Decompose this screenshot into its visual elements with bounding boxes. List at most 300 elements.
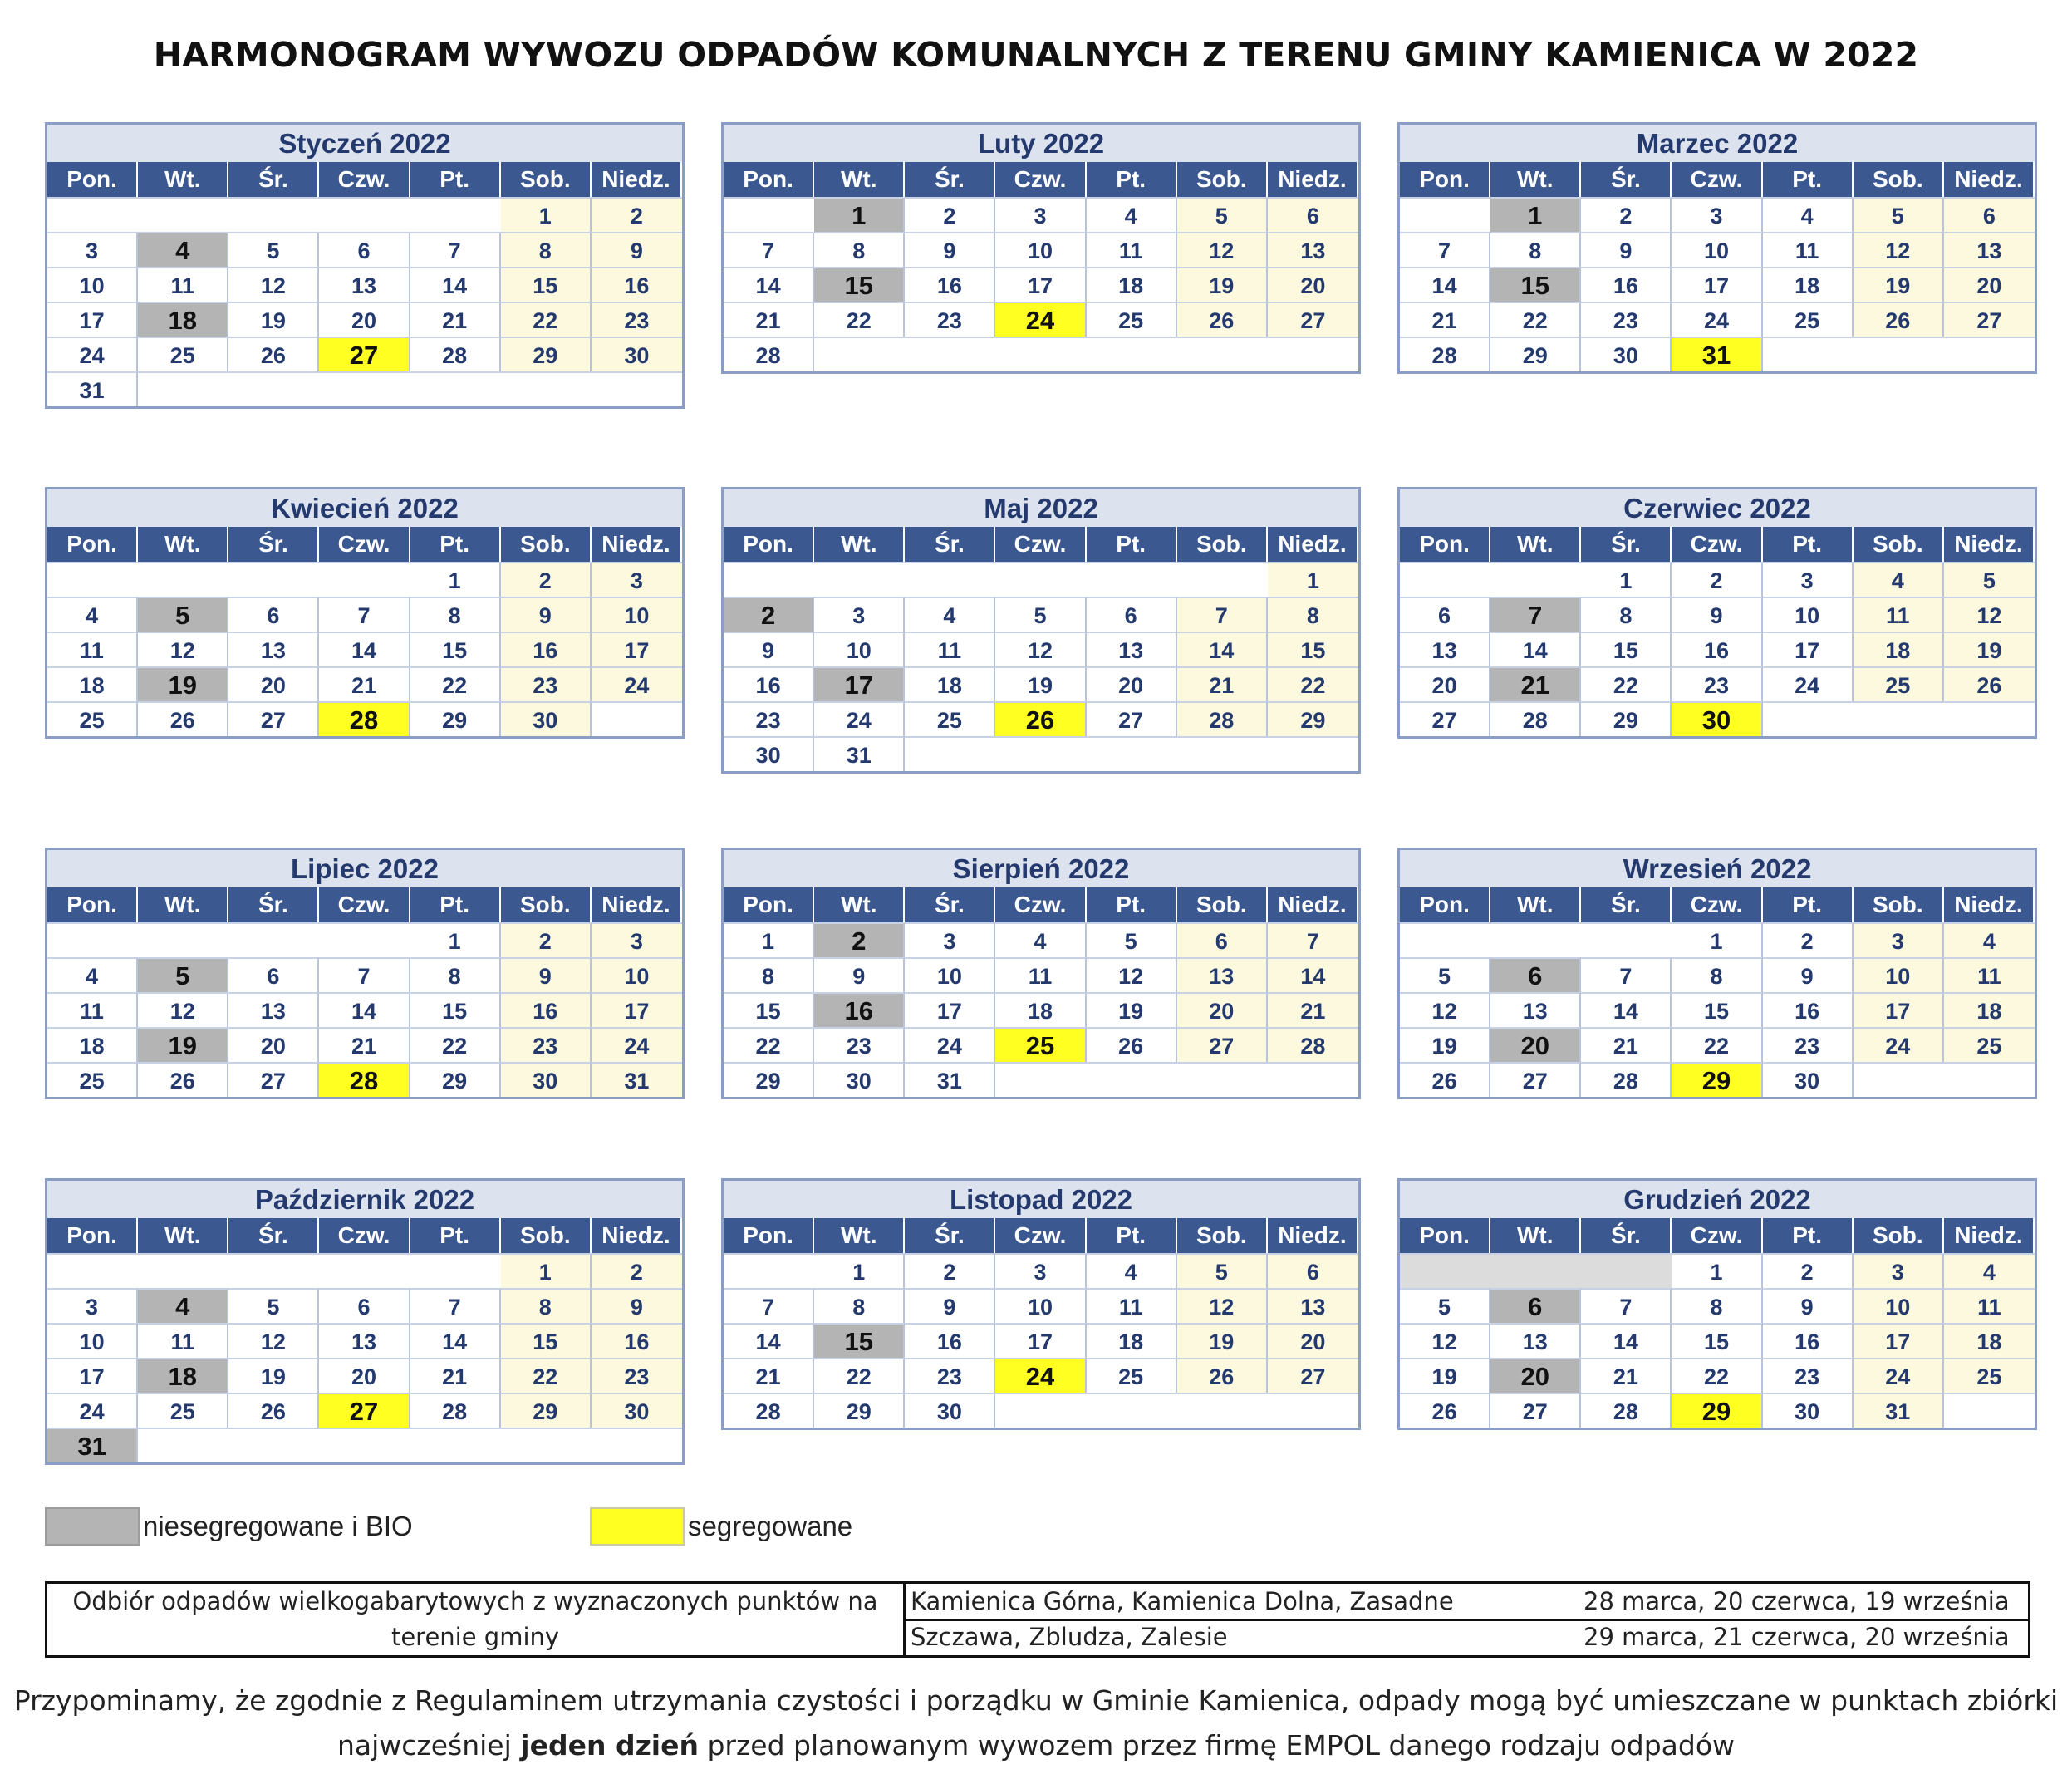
day-cell: 22 bbox=[501, 302, 592, 337]
day-cell: 5 bbox=[228, 1288, 319, 1323]
day-cell: 23 bbox=[724, 701, 814, 736]
legend-swatch-non-segregated bbox=[45, 1507, 140, 1546]
day-cell: 28 bbox=[1268, 1027, 1358, 1062]
day-cell: 27 bbox=[1400, 701, 1490, 736]
month-calendar bbox=[45, 487, 685, 739]
weekday-header: Sob. bbox=[501, 162, 592, 197]
weekday-header: Pon. bbox=[724, 1218, 814, 1253]
day-cell: 7 bbox=[410, 232, 501, 267]
weekday-header: Wt. bbox=[1490, 527, 1581, 562]
day-cell: 30 bbox=[1763, 1062, 1854, 1097]
weekday-header: Pon. bbox=[724, 527, 814, 562]
day-cell: 9 bbox=[1581, 232, 1672, 267]
day-cell: 3 bbox=[814, 597, 905, 632]
day-cell: 8 bbox=[814, 232, 905, 267]
day-cell: 17 bbox=[1854, 1323, 1944, 1358]
day-cell-segregated-pickup: 31 bbox=[1672, 337, 1762, 371]
day-cell: 14 bbox=[410, 267, 501, 302]
day-cell: 3 bbox=[1854, 1253, 1944, 1288]
day-cell: 26 bbox=[1177, 1358, 1268, 1393]
day-cell: 18 bbox=[1944, 1323, 2035, 1358]
weekday-header: Wt. bbox=[138, 887, 228, 922]
month-calendar bbox=[1397, 848, 2037, 1099]
day-cell: 10 bbox=[995, 232, 1086, 267]
day-cell: 3 bbox=[1672, 197, 1762, 232]
day-cell: 6 bbox=[319, 232, 410, 267]
page-title: HARMONOGRAM WYWOZU ODPADÓW KOMUNALNYCH Z TERENU GMINY KAMIENICA W 2022 bbox=[153, 35, 1919, 75]
day-cell: 16 bbox=[501, 632, 592, 666]
day-cell: 3 bbox=[47, 1288, 138, 1323]
day-cell: 20 bbox=[1268, 1323, 1358, 1358]
day-cell: 28 bbox=[724, 337, 814, 371]
day-cell: 12 bbox=[1944, 597, 2035, 632]
weekday-header: Sob. bbox=[1177, 162, 1268, 197]
day-cell: 2 bbox=[1763, 1253, 1854, 1288]
weekday-header: Śr. bbox=[1581, 162, 1672, 197]
day-cell: 30 bbox=[724, 736, 814, 771]
month-title: Styczeń 2022 bbox=[47, 125, 682, 162]
day-cell-segregated-pickup: 27 bbox=[319, 337, 410, 371]
day-cell: 30 bbox=[592, 337, 682, 371]
legend-swatch-segregated bbox=[590, 1507, 685, 1546]
day-cell: 8 bbox=[1490, 232, 1581, 267]
day-cell: 13 bbox=[1490, 1323, 1581, 1358]
day-cell: 8 bbox=[1581, 597, 1672, 632]
month-days-grid bbox=[724, 1218, 1358, 1428]
day-cell: 18 bbox=[1854, 632, 1944, 666]
day-cell: 28 bbox=[1581, 1393, 1672, 1428]
day-cell: 2 bbox=[1763, 922, 1854, 957]
day-cell: 17 bbox=[1854, 992, 1944, 1027]
day-cell: 31 bbox=[905, 1062, 995, 1097]
day-cell: 9 bbox=[592, 232, 682, 267]
day-cell: 8 bbox=[501, 232, 592, 267]
weekday-header: Pt. bbox=[1763, 527, 1854, 562]
day-cell-non-segregated-pickup: 31 bbox=[47, 1428, 138, 1462]
day-cell: 6 bbox=[1400, 597, 1490, 632]
day-cell-non-segregated-pickup: 4 bbox=[138, 1288, 228, 1323]
day-cell: 22 bbox=[410, 666, 501, 701]
weekday-header: Czw. bbox=[995, 162, 1086, 197]
day-cell-segregated-pickup: 28 bbox=[319, 701, 410, 736]
day-cell: 15 bbox=[410, 992, 501, 1027]
empty-cell bbox=[1763, 701, 2035, 736]
day-cell: 18 bbox=[1087, 267, 1177, 302]
day-cell: 2 bbox=[1672, 562, 1762, 597]
day-cell: 2 bbox=[592, 197, 682, 232]
weekday-header: Pon. bbox=[724, 162, 814, 197]
weekday-header: Wt. bbox=[1490, 887, 1581, 922]
weekday-header: Sob. bbox=[1177, 887, 1268, 922]
day-cell: 12 bbox=[1087, 957, 1177, 992]
weekday-header: Wt. bbox=[1490, 1218, 1581, 1253]
weekday-header: Czw. bbox=[1672, 1218, 1762, 1253]
day-cell: 9 bbox=[592, 1288, 682, 1323]
day-cell: 1 bbox=[410, 922, 501, 957]
day-cell: 13 bbox=[1177, 957, 1268, 992]
day-cell: 4 bbox=[1854, 562, 1944, 597]
day-cell: 17 bbox=[47, 1358, 138, 1393]
day-cell: 22 bbox=[501, 1358, 592, 1393]
empty-cell bbox=[138, 1428, 682, 1462]
day-cell: 21 bbox=[319, 666, 410, 701]
day-cell: 21 bbox=[1581, 1027, 1672, 1062]
day-cell: 19 bbox=[1400, 1027, 1490, 1062]
day-cell-segregated-pickup: 24 bbox=[995, 302, 1086, 337]
day-cell: 11 bbox=[1087, 1288, 1177, 1323]
day-cell: 2 bbox=[592, 1253, 682, 1288]
day-cell-segregated-pickup: 29 bbox=[1672, 1062, 1762, 1097]
day-cell: 11 bbox=[1944, 1288, 2035, 1323]
month-title: Maj 2022 bbox=[724, 489, 1358, 527]
weekday-header: Pt. bbox=[1763, 887, 1854, 922]
day-cell: 19 bbox=[1944, 632, 2035, 666]
day-cell: 27 bbox=[1268, 302, 1358, 337]
empty-cell bbox=[47, 922, 410, 957]
day-cell-segregated-pickup: 29 bbox=[1672, 1393, 1762, 1428]
day-cell: 22 bbox=[1581, 666, 1672, 701]
month-calendar bbox=[721, 487, 1361, 774]
empty-cell bbox=[724, 562, 1268, 597]
weekday-header: Pon. bbox=[1400, 1218, 1490, 1253]
month-title: Sierpień 2022 bbox=[724, 850, 1358, 887]
day-cell: 28 bbox=[724, 1393, 814, 1428]
day-cell: 6 bbox=[1268, 197, 1358, 232]
day-cell-non-segregated-pickup: 7 bbox=[1490, 597, 1581, 632]
day-cell-non-segregated-pickup: 15 bbox=[1490, 267, 1581, 302]
weekday-header: Pon. bbox=[47, 1218, 138, 1253]
month-title: Listopad 2022 bbox=[724, 1181, 1358, 1218]
day-cell: 26 bbox=[1177, 302, 1268, 337]
day-cell: 12 bbox=[995, 632, 1086, 666]
day-cell: 19 bbox=[1854, 267, 1944, 302]
day-cell: 18 bbox=[995, 992, 1086, 1027]
day-cell: 22 bbox=[1672, 1027, 1762, 1062]
empty-cell bbox=[138, 371, 682, 406]
weekday-header: Sob. bbox=[1854, 527, 1944, 562]
month-title: Lipiec 2022 bbox=[47, 850, 682, 887]
day-cell: 27 bbox=[1268, 1358, 1358, 1393]
day-cell: 5 bbox=[1087, 922, 1177, 957]
day-cell: 10 bbox=[995, 1288, 1086, 1323]
day-cell: 5 bbox=[228, 232, 319, 267]
weekday-header: Sob. bbox=[1854, 887, 1944, 922]
day-cell: 24 bbox=[1672, 302, 1762, 337]
weekday-header: Śr. bbox=[228, 1218, 319, 1253]
weekday-header: Wt. bbox=[814, 887, 905, 922]
weekday-header: Niedz. bbox=[1944, 162, 2035, 197]
month-calendar bbox=[45, 848, 685, 1099]
day-cell-non-segregated-pickup: 2 bbox=[814, 922, 905, 957]
day-cell: 28 bbox=[1490, 701, 1581, 736]
day-cell: 4 bbox=[1944, 1253, 2035, 1288]
day-cell: 13 bbox=[319, 1323, 410, 1358]
day-cell: 27 bbox=[228, 1062, 319, 1097]
day-cell: 27 bbox=[1490, 1393, 1581, 1428]
weekday-header: Czw. bbox=[995, 527, 1086, 562]
day-cell: 25 bbox=[1087, 1358, 1177, 1393]
day-cell: 22 bbox=[814, 302, 905, 337]
weekday-header: Czw. bbox=[995, 1218, 1086, 1253]
day-cell: 17 bbox=[1672, 267, 1762, 302]
day-cell: 20 bbox=[319, 302, 410, 337]
weekday-header: Niedz. bbox=[1268, 527, 1358, 562]
empty-cell bbox=[995, 1393, 1358, 1428]
weekday-header: Pt. bbox=[410, 1218, 501, 1253]
day-cell: 26 bbox=[1087, 1027, 1177, 1062]
day-cell: 26 bbox=[1854, 302, 1944, 337]
day-cell: 6 bbox=[1268, 1253, 1358, 1288]
day-cell-non-segregated-pickup: 19 bbox=[138, 1027, 228, 1062]
day-cell: 13 bbox=[1400, 632, 1490, 666]
day-cell: 17 bbox=[592, 992, 682, 1027]
day-cell: 21 bbox=[410, 302, 501, 337]
day-cell: 23 bbox=[592, 302, 682, 337]
weekday-header: Czw. bbox=[1672, 527, 1762, 562]
day-cell: 24 bbox=[814, 701, 905, 736]
day-cell: 4 bbox=[1763, 197, 1854, 232]
day-cell: 9 bbox=[724, 632, 814, 666]
month-calendar bbox=[1397, 487, 2037, 739]
day-cell: 23 bbox=[905, 1358, 995, 1393]
bulky-waste-places: Szczawa, Zbludza, Zalesie bbox=[911, 1623, 1228, 1651]
day-cell: 21 bbox=[724, 1358, 814, 1393]
day-cell: 2 bbox=[501, 922, 592, 957]
weekday-header: Wt. bbox=[814, 1218, 905, 1253]
weekday-header: Niedz. bbox=[1944, 527, 2035, 562]
day-cell: 21 bbox=[724, 302, 814, 337]
weekday-header: Sob. bbox=[501, 887, 592, 922]
day-cell: 22 bbox=[1490, 302, 1581, 337]
weekday-header: Pon. bbox=[47, 887, 138, 922]
day-cell: 9 bbox=[501, 957, 592, 992]
day-cell: 29 bbox=[1490, 337, 1581, 371]
day-cell: 5 bbox=[1400, 957, 1490, 992]
day-cell-non-segregated-pickup: 17 bbox=[814, 666, 905, 701]
day-cell: 5 bbox=[1400, 1288, 1490, 1323]
day-cell: 20 bbox=[1400, 666, 1490, 701]
day-cell: 26 bbox=[1400, 1393, 1490, 1428]
day-cell: 9 bbox=[501, 597, 592, 632]
reminder-text-start: Przypominamy, że zgodnie z Regulaminem utrzymania czystości i porządku w Gminie Kamienica, odpady mogą być umieszczane w punktach zbiórki najwcześniej bbox=[13, 1684, 2059, 1762]
weekday-header: Śr. bbox=[905, 1218, 995, 1253]
weekday-header: Czw. bbox=[319, 162, 410, 197]
day-cell: 12 bbox=[1177, 232, 1268, 267]
day-cell-non-segregated-pickup: 6 bbox=[1490, 1288, 1581, 1323]
day-cell: 10 bbox=[47, 267, 138, 302]
day-cell: 11 bbox=[138, 267, 228, 302]
weekday-header: Pt. bbox=[1087, 527, 1177, 562]
day-cell: 1 bbox=[814, 1253, 905, 1288]
weekday-header: Wt. bbox=[138, 527, 228, 562]
month-days-grid bbox=[47, 527, 682, 736]
day-cell: 1 bbox=[410, 562, 501, 597]
weekday-header: Niedz. bbox=[592, 527, 682, 562]
day-cell: 26 bbox=[138, 1062, 228, 1097]
day-cell: 13 bbox=[1490, 992, 1581, 1027]
day-cell-non-segregated-pickup: 18 bbox=[138, 302, 228, 337]
day-cell: 10 bbox=[47, 1323, 138, 1358]
day-cell: 12 bbox=[1177, 1288, 1268, 1323]
weekday-header: Niedz. bbox=[1944, 887, 2035, 922]
day-cell: 16 bbox=[1581, 267, 1672, 302]
day-cell: 12 bbox=[1400, 992, 1490, 1027]
day-cell: 15 bbox=[1672, 1323, 1762, 1358]
day-cell: 14 bbox=[1490, 632, 1581, 666]
day-cell: 17 bbox=[592, 632, 682, 666]
day-cell: 7 bbox=[1581, 957, 1672, 992]
day-cell: 2 bbox=[905, 197, 995, 232]
day-cell: 27 bbox=[228, 701, 319, 736]
day-cell: 2 bbox=[905, 1253, 995, 1288]
day-cell: 30 bbox=[592, 1393, 682, 1428]
day-cell: 4 bbox=[1087, 197, 1177, 232]
day-cell: 11 bbox=[1944, 957, 2035, 992]
day-cell: 29 bbox=[724, 1062, 814, 1097]
day-cell: 25 bbox=[1854, 666, 1944, 701]
day-cell: 14 bbox=[319, 632, 410, 666]
day-cell-non-segregated-pickup: 16 bbox=[814, 992, 905, 1027]
day-cell-non-segregated-pickup: 20 bbox=[1490, 1027, 1581, 1062]
empty-cell bbox=[1763, 337, 2035, 371]
day-cell: 17 bbox=[995, 267, 1086, 302]
day-cell: 5 bbox=[1177, 1253, 1268, 1288]
day-cell: 21 bbox=[319, 1027, 410, 1062]
day-cell: 3 bbox=[592, 922, 682, 957]
day-cell: 31 bbox=[592, 1062, 682, 1097]
weekday-header: Pon. bbox=[1400, 527, 1490, 562]
day-cell: 1 bbox=[1268, 562, 1358, 597]
day-cell: 2 bbox=[1581, 197, 1672, 232]
day-cell: 22 bbox=[410, 1027, 501, 1062]
day-cell: 19 bbox=[1087, 992, 1177, 1027]
day-cell: 7 bbox=[1581, 1288, 1672, 1323]
legend-label-segregated: segregowane bbox=[688, 1511, 853, 1541]
weekday-header: Pt. bbox=[410, 162, 501, 197]
day-cell-non-segregated-pickup: 6 bbox=[1490, 957, 1581, 992]
day-cell: 12 bbox=[228, 267, 319, 302]
day-cell: 13 bbox=[1268, 232, 1358, 267]
empty-cell bbox=[47, 562, 410, 597]
weekday-header: Pt. bbox=[410, 887, 501, 922]
day-cell: 16 bbox=[1672, 632, 1762, 666]
day-cell: 4 bbox=[905, 597, 995, 632]
day-cell: 1 bbox=[724, 922, 814, 957]
day-cell: 7 bbox=[1177, 597, 1268, 632]
day-cell-segregated-pickup: 25 bbox=[995, 1027, 1086, 1062]
weekday-header: Niedz. bbox=[592, 162, 682, 197]
day-cell: 12 bbox=[138, 992, 228, 1027]
day-cell: 15 bbox=[501, 267, 592, 302]
day-cell: 9 bbox=[814, 957, 905, 992]
weekday-header: Niedz. bbox=[1268, 1218, 1358, 1253]
day-cell: 7 bbox=[410, 1288, 501, 1323]
bulky-waste-dates: 28 marca, 20 czerwca, 19 września bbox=[1583, 1587, 2010, 1615]
day-cell: 9 bbox=[905, 1288, 995, 1323]
day-cell: 29 bbox=[410, 701, 501, 736]
weekday-header: Śr. bbox=[228, 162, 319, 197]
weekday-header: Śr. bbox=[905, 162, 995, 197]
bulky-waste-row bbox=[906, 1584, 2028, 1621]
day-cell: 6 bbox=[1944, 197, 2035, 232]
day-cell: 19 bbox=[995, 666, 1086, 701]
day-cell: 18 bbox=[47, 1027, 138, 1062]
bulky-waste-row bbox=[906, 1619, 2028, 1655]
day-cell: 12 bbox=[1400, 1323, 1490, 1358]
month-days-grid bbox=[1400, 162, 2035, 371]
month-days-grid bbox=[47, 1218, 682, 1462]
day-cell: 29 bbox=[501, 337, 592, 371]
day-cell: 7 bbox=[1268, 922, 1358, 957]
month-days-grid bbox=[47, 887, 682, 1097]
day-cell: 4 bbox=[47, 957, 138, 992]
day-cell: 15 bbox=[724, 992, 814, 1027]
day-cell: 27 bbox=[1944, 302, 2035, 337]
weekday-header: Śr. bbox=[1581, 887, 1672, 922]
day-cell: 18 bbox=[1087, 1323, 1177, 1358]
weekday-header: Wt. bbox=[814, 162, 905, 197]
month-days-grid bbox=[1400, 1218, 2035, 1428]
day-cell: 19 bbox=[1400, 1358, 1490, 1393]
day-cell: 14 bbox=[1268, 957, 1358, 992]
day-cell: 1 bbox=[501, 197, 592, 232]
month-title: Luty 2022 bbox=[724, 125, 1358, 162]
reminder-text-emphasis: jeden dzień bbox=[520, 1729, 699, 1762]
day-cell: 16 bbox=[1763, 1323, 1854, 1358]
day-cell: 5 bbox=[1854, 197, 1944, 232]
month-calendar bbox=[721, 848, 1361, 1099]
day-cell: 16 bbox=[1763, 992, 1854, 1027]
weekday-header: Wt. bbox=[814, 527, 905, 562]
day-cell: 18 bbox=[905, 666, 995, 701]
day-cell: 20 bbox=[1177, 992, 1268, 1027]
bulky-waste-places: Kamienica Górna, Kamienica Dolna, Zasadne bbox=[911, 1587, 1454, 1615]
day-cell: 16 bbox=[501, 992, 592, 1027]
day-cell: 13 bbox=[319, 267, 410, 302]
day-cell: 10 bbox=[1672, 232, 1762, 267]
day-cell: 26 bbox=[228, 1393, 319, 1428]
day-cell: 31 bbox=[47, 371, 138, 406]
day-cell: 30 bbox=[1581, 337, 1672, 371]
day-cell: 14 bbox=[1400, 267, 1490, 302]
day-cell: 29 bbox=[1581, 701, 1672, 736]
day-cell: 19 bbox=[1177, 267, 1268, 302]
day-cell: 25 bbox=[1944, 1027, 2035, 1062]
day-cell: 25 bbox=[905, 701, 995, 736]
month-days-grid bbox=[724, 887, 1358, 1097]
day-cell: 1 bbox=[1672, 1253, 1762, 1288]
day-cell: 3 bbox=[47, 232, 138, 267]
weekday-header: Czw. bbox=[1672, 887, 1762, 922]
day-cell: 11 bbox=[47, 632, 138, 666]
day-cell: 24 bbox=[1763, 666, 1854, 701]
weekday-header: Czw. bbox=[319, 887, 410, 922]
day-cell: 24 bbox=[592, 1027, 682, 1062]
weekday-header: Śr. bbox=[905, 887, 995, 922]
day-cell: 25 bbox=[138, 1393, 228, 1428]
day-cell: 27 bbox=[1177, 1027, 1268, 1062]
day-cell: 30 bbox=[501, 1062, 592, 1097]
day-cell-non-segregated-pickup: 18 bbox=[138, 1358, 228, 1393]
day-cell: 30 bbox=[501, 701, 592, 736]
day-cell: 8 bbox=[724, 957, 814, 992]
day-cell: 23 bbox=[814, 1027, 905, 1062]
month-title: Kwiecień 2022 bbox=[47, 489, 682, 527]
day-cell: 6 bbox=[228, 957, 319, 992]
day-cell: 11 bbox=[995, 957, 1086, 992]
day-cell: 1 bbox=[1672, 922, 1762, 957]
day-cell: 25 bbox=[47, 701, 138, 736]
